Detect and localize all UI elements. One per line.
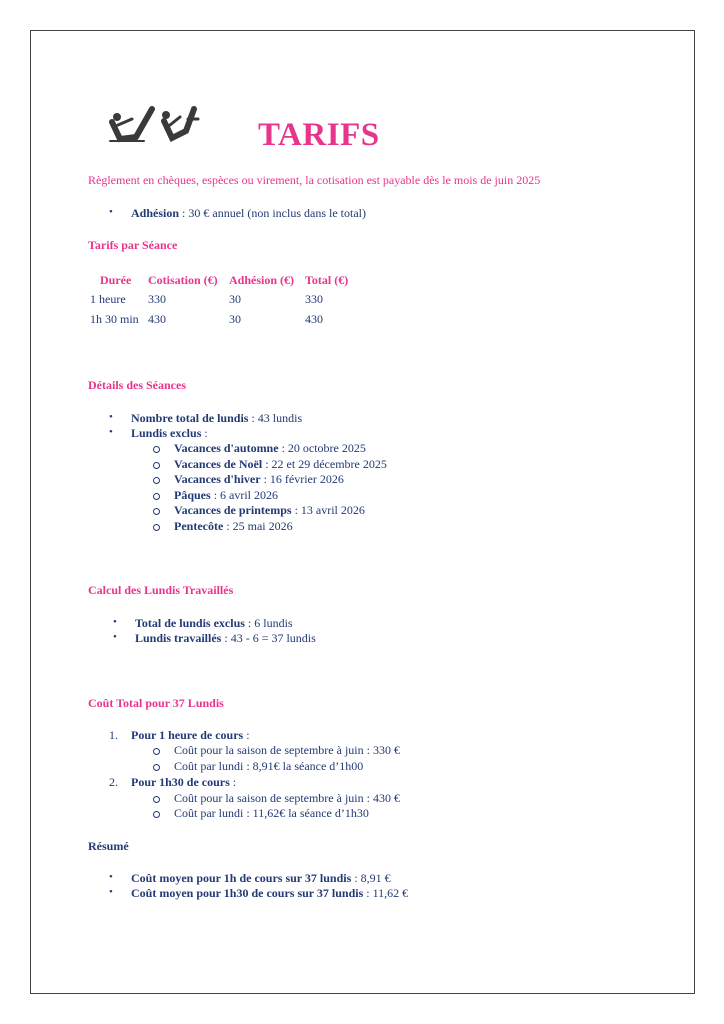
cout-sub-item: Coût pour la saison de septembre à juin : 430 € — [174, 791, 400, 805]
bullet-icon: • — [109, 206, 113, 218]
tarifs-heading: Tarifs par Séance — [88, 238, 178, 252]
circle-bullet-icon — [153, 524, 160, 531]
vacances-text: : 20 octobre 2025 — [278, 441, 366, 455]
cout-text: : — [243, 728, 250, 742]
circle-bullet-icon — [153, 493, 160, 500]
circle-bullet-icon — [153, 796, 160, 803]
resume-label: Coût moyen pour 1h de cours sur 37 lundis — [131, 871, 352, 885]
circle-bullet-icon — [153, 508, 160, 515]
cout-heading: Coût Total pour 37 Lundis — [88, 696, 224, 710]
details-total-line — [131, 411, 302, 426]
cout-item — [131, 775, 236, 790]
intro-text: Règlement en chèques, espèces ou virement, la cotisation est payable dès le mois de juin 2025 — [88, 173, 541, 187]
table-cell: 430 — [305, 312, 323, 326]
resume-label: Coût moyen pour 1h30 de cours sur 37 lundis — [131, 886, 364, 900]
vacances-item — [174, 488, 278, 503]
calcul-label: Total de lundis exclus — [135, 616, 245, 630]
resume-text: : 8,91 € — [351, 871, 391, 885]
vacances-label: Vacances d'hiver — [174, 472, 261, 486]
resume-item — [131, 886, 408, 901]
cout-sub-item: Coût pour la saison de septembre à juin : 330 € — [174, 743, 400, 757]
circle-bullet-icon — [153, 462, 160, 469]
vacances-item — [174, 472, 344, 487]
vacances-label: Vacances de Noël — [174, 457, 263, 471]
table-cell: 1h 30 min — [90, 312, 139, 326]
vacances-label: Pentecôte — [174, 519, 224, 533]
details-total-text: : 43 lundis — [248, 411, 303, 425]
bullet-icon: • — [109, 871, 113, 883]
calcul-text: : 43 - 6 = 37 lundis — [221, 631, 316, 645]
table-cell: 1 heure — [90, 292, 126, 306]
bullet-icon: • — [113, 631, 117, 643]
vacances-text: : 13 avril 2026 — [291, 503, 365, 517]
details-heading: Détails des Séances — [88, 378, 186, 392]
vacances-item — [174, 457, 387, 472]
table-header-cell: Durée — [100, 273, 132, 287]
vacances-text: : 6 avril 2026 — [210, 488, 279, 502]
list-number: 1. — [109, 728, 118, 742]
cout-sub-item: Coût par lundi : 11,62€ la séance d’1h30 — [174, 806, 369, 820]
calcul-heading: Calcul des Lundis Travaillés — [88, 583, 234, 597]
calcul-item — [135, 631, 316, 646]
cout-sub-item: Coût par lundi : 8,91€ la séance d’1h00 — [174, 759, 364, 773]
vacances-text: : 16 février 2026 — [260, 472, 344, 486]
vacances-text: : 25 mai 2026 — [223, 519, 293, 533]
cout-label: Pour 1 heure de cours — [131, 728, 244, 742]
vacances-item — [174, 519, 293, 534]
details-exclus-line — [131, 426, 208, 441]
circle-bullet-icon — [153, 764, 160, 771]
table-header-cell: Adhésion (€) — [229, 273, 295, 287]
adhesion-line — [131, 206, 366, 221]
bullet-icon: • — [109, 886, 113, 898]
vacances-item — [174, 441, 366, 456]
bullet-icon: • — [109, 411, 113, 423]
circle-bullet-icon — [153, 748, 160, 755]
bullet-icon: • — [109, 426, 113, 438]
circle-bullet-icon — [153, 446, 160, 453]
bullet-icon: • — [113, 616, 117, 628]
details-total-label: Nombre total de lundis — [131, 411, 249, 425]
vacances-label: Vacances d'automne — [174, 441, 279, 455]
calcul-text: : 6 lundis — [244, 616, 293, 630]
cout-text: : — [229, 775, 237, 789]
pilates-figures-icon — [106, 105, 202, 145]
vacances-text: : 22 et 29 décembre 2025 — [262, 457, 387, 471]
table-header-cell: Cotisation (€) — [148, 273, 218, 287]
table-cell: 430 — [148, 312, 166, 326]
cout-label: Pour 1h30 de cours — [131, 775, 230, 789]
calcul-label: Lundis travaillés — [135, 631, 222, 645]
table-cell: 30 — [229, 312, 241, 326]
table-cell: 330 — [148, 292, 166, 306]
calcul-item — [135, 616, 293, 631]
table-header-cell: Total (€) — [305, 273, 349, 287]
page-title: TARIFS — [258, 117, 380, 153]
cout-item — [131, 728, 250, 743]
vacances-label: Pâques — [174, 488, 211, 502]
details-exclus-label: Lundis exclus — [131, 426, 202, 440]
table-cell: 330 — [305, 292, 323, 306]
resume-heading: Résumé — [88, 839, 129, 853]
vacances-label: Vacances de printemps — [174, 503, 292, 517]
adhesion-text: : 30 € annuel (non inclus dans le total) — [179, 206, 366, 220]
circle-bullet-icon — [153, 811, 160, 818]
table-cell: 30 — [229, 292, 241, 306]
details-exclus-text: : — [201, 426, 208, 440]
adhesion-label: Adhésion — [131, 206, 180, 220]
document-page — [30, 30, 695, 994]
vacances-item — [174, 503, 365, 518]
circle-bullet-icon — [153, 477, 160, 484]
resume-text: : 11,62 € — [363, 886, 409, 900]
resume-item — [131, 871, 391, 886]
list-number: 2. — [109, 775, 118, 789]
